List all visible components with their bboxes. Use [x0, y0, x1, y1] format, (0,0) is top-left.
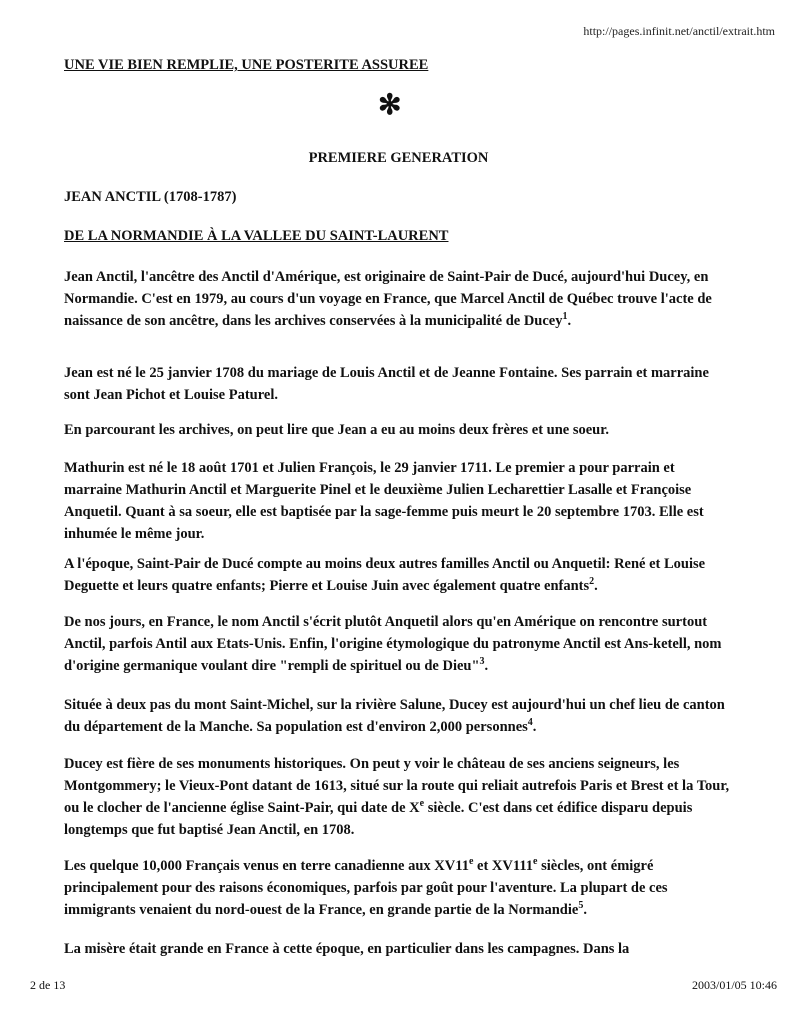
paragraph-text: Les quelque 10,000 Français venus en terre canadienne aux XV11	[64, 858, 469, 874]
header-url: http://pages.infinit.net/anctil/extrait.htm	[583, 24, 775, 38]
document-title: UNE VIE BIEN REMPLIE, UNE POSTERITE ASSUREE	[64, 57, 429, 73]
footnote-marker: 3	[479, 656, 485, 668]
paragraph	[64, 457, 734, 545]
paragraph-text: Ducey est fière de ses monuments historiques. On peut y voir le château de ses anciens seigneurs, les Montgommery; le Vieux-Pont datant de 1613, situé sur la route qui reliait autrefois Paris et Brest et la Tour, ou le clocher de l'ancienne église Saint-Pair, qui date de X	[64, 756, 730, 816]
footnote-marker: e	[533, 856, 538, 868]
footnote-marker: e	[468, 856, 474, 868]
person-heading: JEAN ANCTIL (1708-1787)	[64, 189, 237, 205]
paragraph-text: Jean est né le 25 janvier 1708 du mariage de Louis Anctil et de Jeanne Fontaine. Ses parrain et marraine sont Jean Pichot et Louise Paturel.	[64, 365, 709, 403]
footnote-marker: 2	[589, 576, 595, 588]
generation-heading: PREMIERE GENERATION	[308, 150, 489, 166]
paragraph-text: En parcourant les archives, on peut lire que Jean a eu au moins deux frères et une soeur.	[64, 422, 609, 438]
paragraph	[64, 694, 734, 738]
paragraph-text: .	[583, 902, 587, 918]
paragraph	[64, 362, 734, 406]
paragraph-text: siècles, ont émigré principalement pour des raisons économiques, parfois par goût pour l'aventure. La plupart de ces immigrants venaient du nord-ouest de la France, en grande partie de la Normandie	[64, 858, 668, 918]
paragraph-text: et XV111	[473, 858, 534, 874]
paragraph-text: La misère était grande en France à cette époque, en particulier dans les campagnes. Dans la	[64, 941, 630, 957]
footnote-marker: 1	[562, 311, 568, 323]
paragraph	[64, 266, 734, 332]
paragraph	[64, 753, 734, 841]
footnote-marker: 5	[578, 900, 584, 912]
print-timestamp: 2003/01/05 10:46	[691, 978, 777, 992]
paragraph-text: A l'époque, Saint-Pair de Ducé compte au moins deux autres familles Anctil ou Anquetil: René et Louise Deguette et leurs quatre enfants; Pierre et Louise Juin avec également quatre enfants	[64, 556, 706, 594]
paragraph	[64, 938, 734, 960]
paragraph	[64, 855, 734, 921]
paragraph-text: .	[567, 313, 572, 329]
paragraph-text: .	[532, 719, 537, 735]
paragraph-text: .	[594, 578, 598, 594]
paragraph	[64, 553, 734, 597]
paragraph-text: .	[484, 658, 489, 674]
page-number: 2 de 13	[30, 978, 66, 992]
paragraph-text: Jean Anctil, l'ancêtre des Anctil d'Amérique, est originaire de Saint-Pair de Ducé, aujourd'hui Ducey, en Normandie. C'est en 1979, au cours d'un voyage en France, que Marcel Anctil de Québec trouve l'acte de naissance de son ancêtre, dans les archives conservées à la municipalité de Ducey	[64, 269, 712, 329]
paragraph-text: Située à deux pas du mont Saint-Michel, sur la rivière Salune, Ducey est aujourd'hui un chef lieu de canton du département de la Manche. Sa population est d'environ 2,000 personnes	[64, 697, 725, 735]
ornament-asterisk: ✻	[378, 90, 402, 121]
footnote-marker: 4	[527, 717, 533, 729]
paragraph-text: De nos jours, en France, le nom Anctil s'écrit plutôt Anquetil alors qu'en Amérique on rencontre surtout Anctil, parfois Antil aux Etats-Unis. Enfin, l'origine étymologique du patronyme Anctil est Ans-ketell, nom d'origine germanique voulant dire "rempli de spirituel ou de Dieu"	[64, 614, 722, 674]
footnote-marker: e	[419, 798, 425, 810]
section-heading: DE LA NORMANDIE À LA VALLEE DU SAINT-LAURENT	[64, 228, 449, 244]
paragraph	[64, 611, 734, 677]
paragraph	[64, 419, 734, 441]
paragraph-text: Mathurin est né le 18 août 1701 et Julien François, le 29 janvier 1711. Le premier a pour parrain et marraine Mathurin Anctil et Marguerite Pinel et le deuxième Julien Lecharettier Lasalle et Françoise Anquetil. Quant à sa soeur, elle est baptisée par la sage-femme puis meurt le 20 septembre 1703. Elle est inhumée le même jour.	[64, 460, 704, 542]
paragraph-text: siècle. C'est dans cet édifice disparu depuis longtemps que fut baptisé Jean Anctil, en 1708.	[64, 800, 693, 838]
